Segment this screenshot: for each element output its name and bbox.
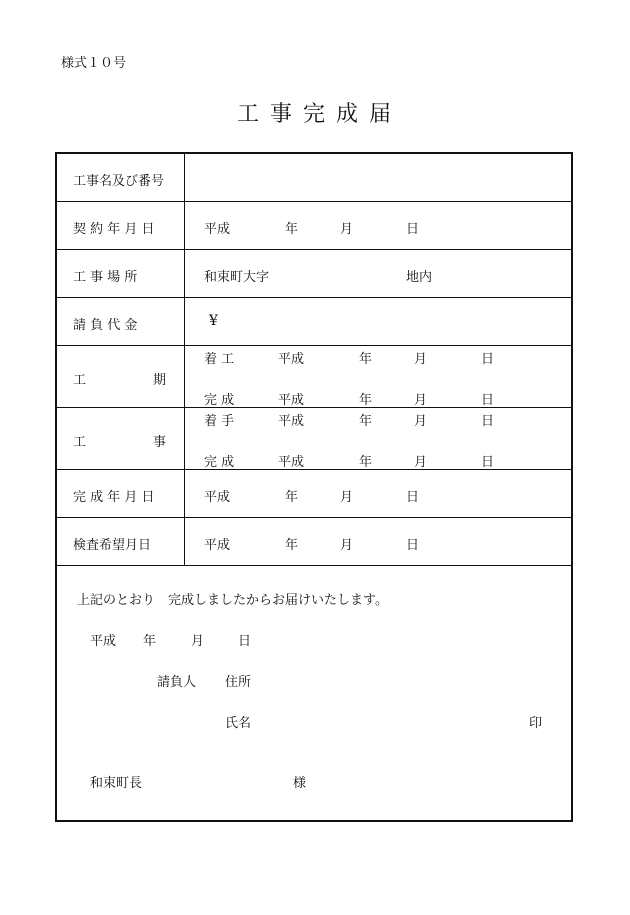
location-suffix: 地内 [406,270,433,285]
period-start-year: 年 [359,352,373,367]
contract-date-month: 月 [340,222,354,237]
contract-date-day: 日 [406,222,420,237]
work-end-day: 日 [481,455,495,470]
work-end-era: 平成 [278,455,305,470]
inspection-date-era: 平成 [204,538,231,553]
label-work-2: 事 [153,435,167,450]
row-divider [57,297,571,298]
row-divider [57,249,571,250]
label-inspection-date: 検査希望月日 [73,538,152,553]
label-contract-amount: 請 負 代 金 [73,318,138,333]
column-divider [184,154,185,565]
label-completion-date: 完 成 年 月 日 [73,490,155,505]
label-work-1: 工 [73,435,87,450]
label-period-2: 期 [153,373,167,388]
work-start-month: 月 [414,414,428,429]
work-start-day: 日 [481,414,495,429]
work-start-label: 着 手 [204,414,235,429]
document-title: 工 事 完 成 届 [237,102,393,127]
period-start-month: 月 [414,352,428,367]
label-period-1: 工 [73,373,87,388]
statement-date-month: 月 [191,634,205,649]
label-construction-name: 工事名及び番号 [73,174,165,189]
period-start-era: 平成 [278,352,305,367]
seal-mark: 印 [529,716,543,731]
period-end-era: 平成 [278,393,305,408]
statement-date-year: 年 [143,634,157,649]
statement-text: 上記のとおり 完成しましたからお届けいたします。 [77,593,388,608]
honorific: 様 [293,776,307,791]
period-start-label: 着 工 [204,352,235,367]
completion-date-day: 日 [406,490,420,505]
contract-date-era: 平成 [204,222,231,237]
row-divider [57,201,571,202]
period-end-year: 年 [359,393,373,408]
period-end-month: 月 [414,393,428,408]
row-divider [57,517,571,518]
period-end-day: 日 [481,393,495,408]
label-location: 工 事 場 所 [73,270,138,285]
form-number: 様式１０号 [61,56,127,71]
work-end-label: 完 成 [204,455,235,470]
completion-date-year: 年 [285,490,299,505]
period-start-day: 日 [481,352,495,367]
completion-date-era: 平成 [204,490,231,505]
contract-date-year: 年 [285,222,299,237]
work-end-month: 月 [414,455,428,470]
label-contract-date: 契 約 年 月 日 [73,222,155,237]
inspection-date-year: 年 [285,538,299,553]
inspection-date-month: 月 [340,538,354,553]
row-divider [57,565,571,566]
period-end-label: 完 成 [204,393,235,408]
contractor-label: 請負人 [157,675,197,690]
addressee: 和束町長 [90,776,143,791]
statement-date-era: 平成 [90,634,117,649]
address-label: 住所 [225,675,252,690]
construction-name-field[interactable] [197,170,557,190]
statement-date-day: 日 [238,634,252,649]
work-start-year: 年 [359,414,373,429]
name-label: 氏名 [225,716,252,731]
yen-symbol: ¥ [209,313,218,329]
row-divider [57,345,571,346]
form-table [55,152,573,822]
completion-date-month: 月 [340,490,354,505]
inspection-date-day: 日 [406,538,420,553]
work-end-year: 年 [359,455,373,470]
work-start-era: 平成 [278,414,305,429]
location-place: 和束町大字 [204,270,270,285]
